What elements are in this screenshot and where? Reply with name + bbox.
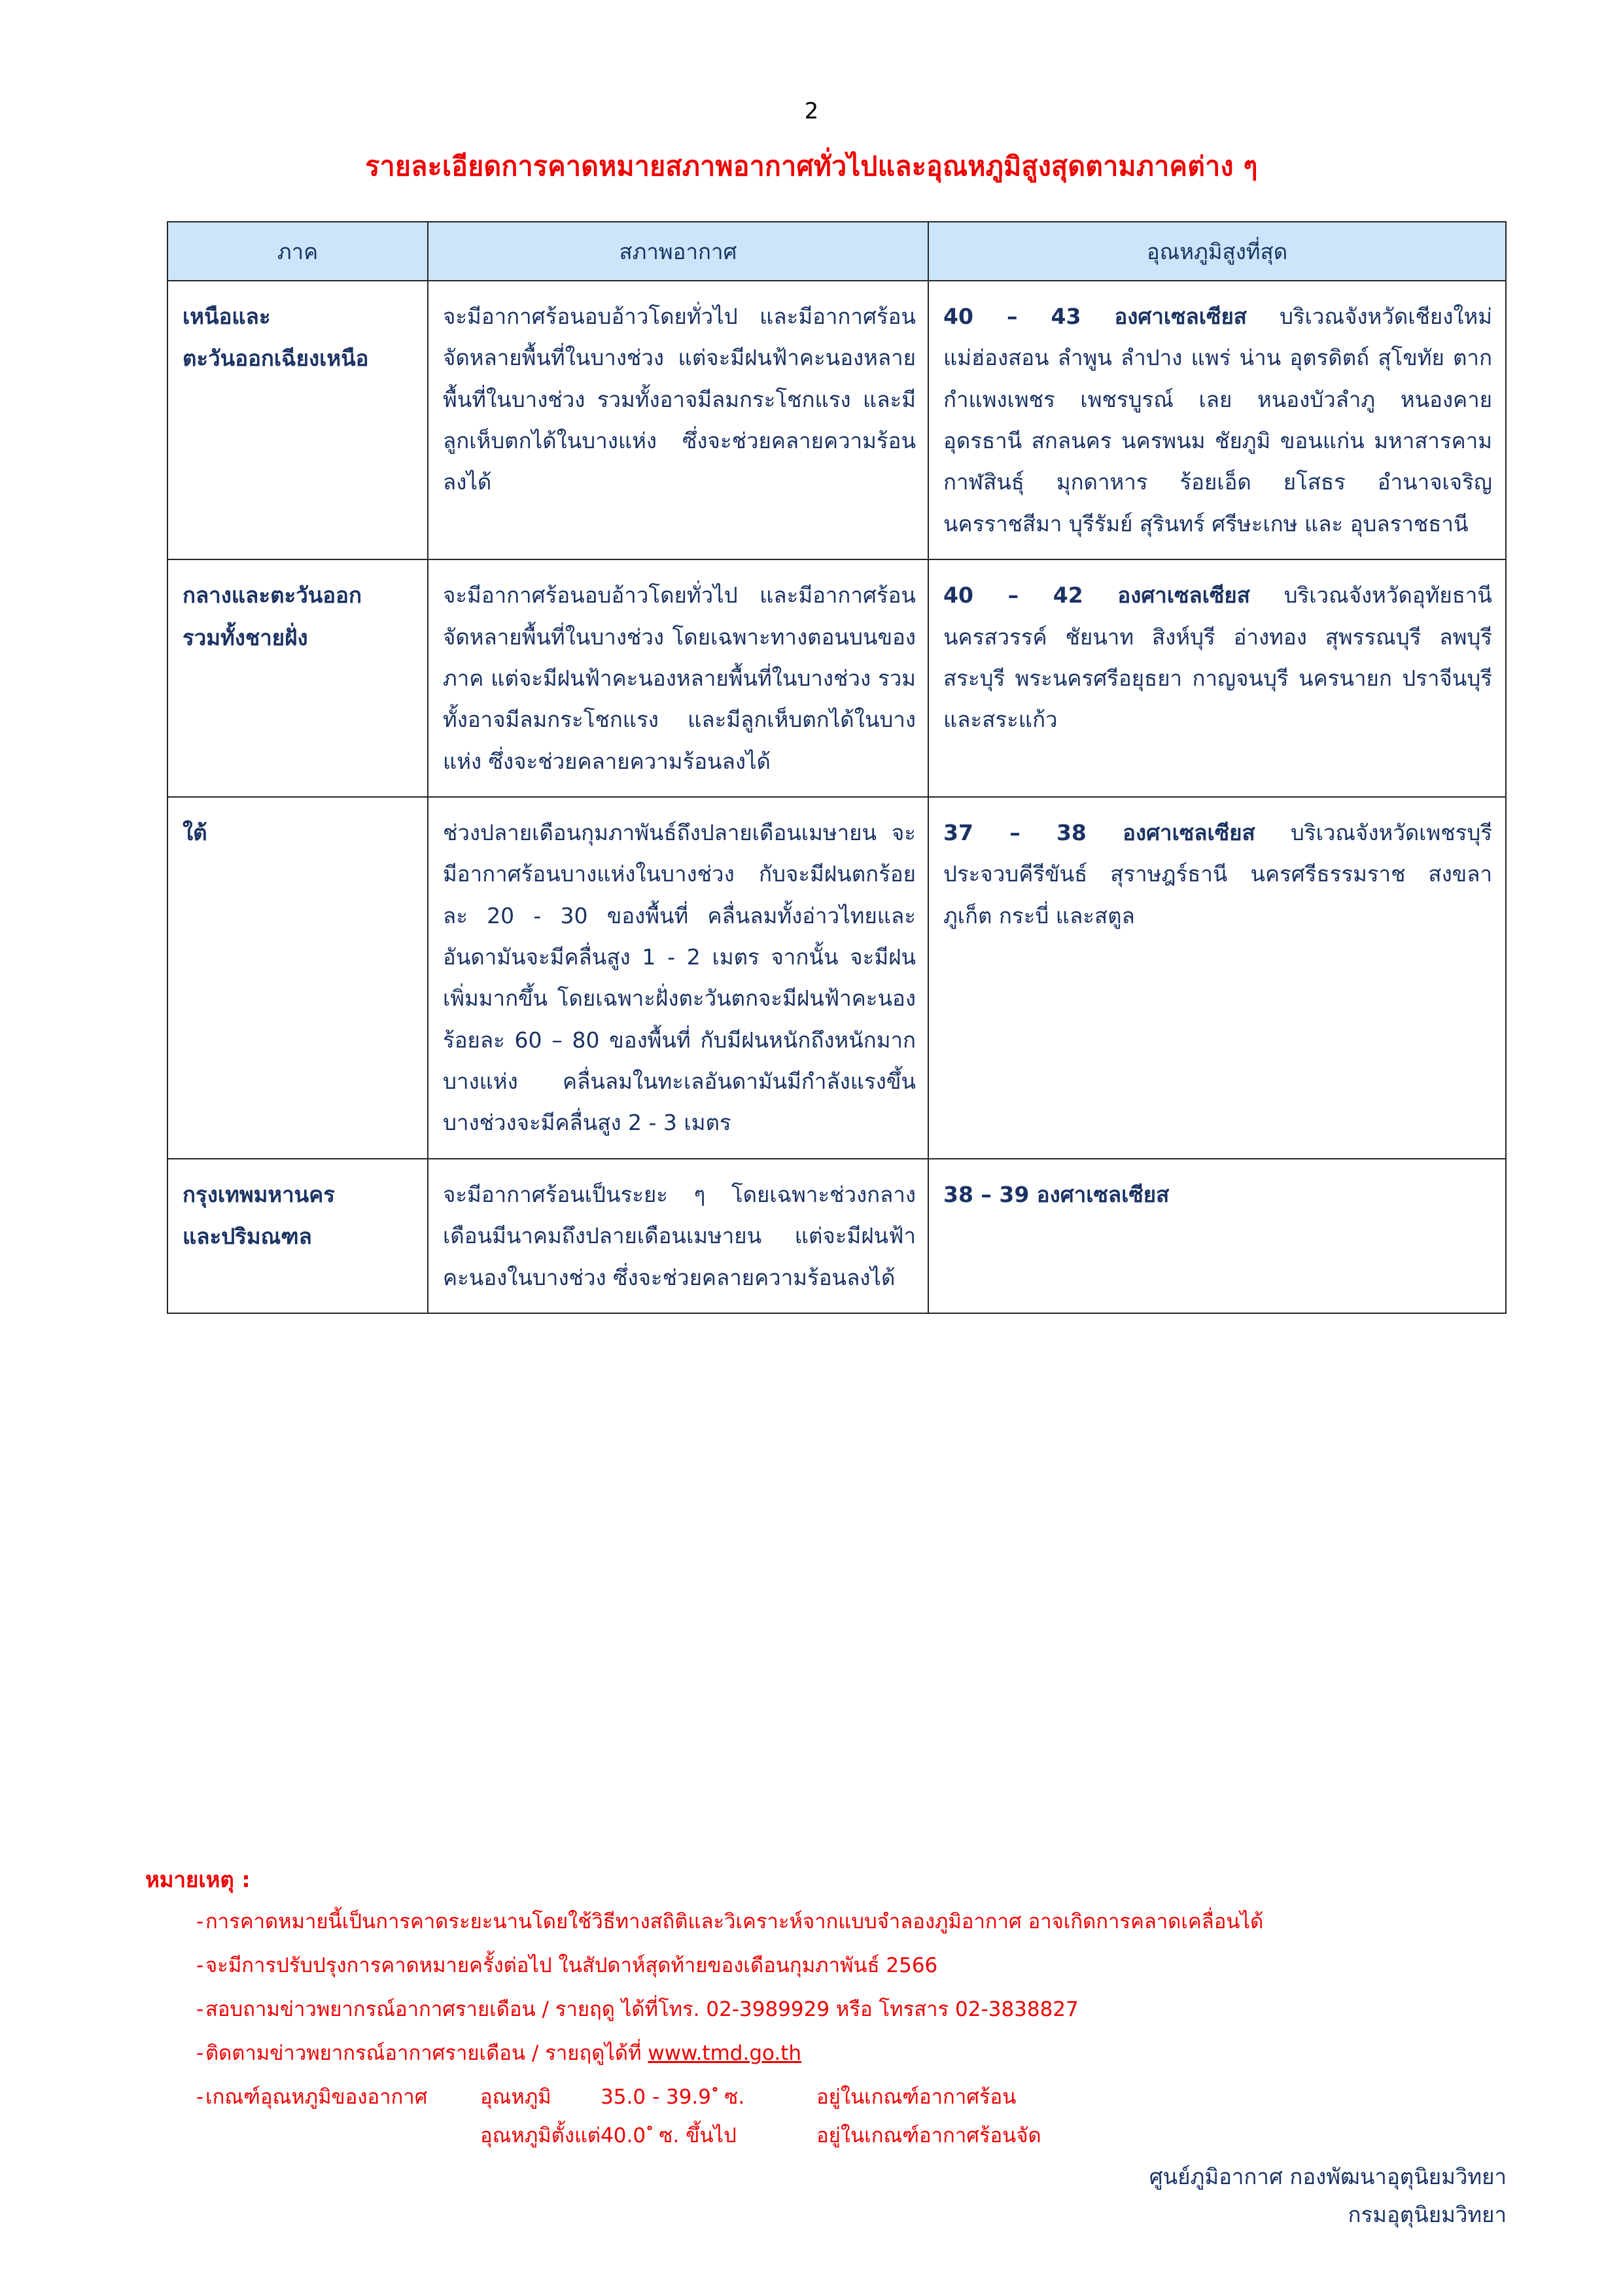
table-row (167, 559, 1506, 797)
criteria-row (205, 2083, 1130, 2121)
weather-text: จะมีอากาศร้อนอบอ้าวโดยทั่วไป และมีอากาศร้อนจัดหลายพื้นที่ในบางช่วง แต่จะมีฝนฟ้าคะนองหลายพื้นที่ในบางช่วง รวมทั้งอาจมีลมกระโชกแรง และมีลูกเห็บตกได้ในบางแห่ง ซึ่งจะช่วยคลายความร้อนลงได้ (443, 304, 916, 495)
note-item-website (145, 2039, 1532, 2068)
criteria-range: 40.0 ํ ซ. ขึ้นไป (601, 2123, 737, 2147)
criteria-word: อุณหภูมิ (480, 2085, 551, 2109)
notes-section (145, 1862, 1532, 2174)
weather-text: ช่วงปลายเดือนกุมภาพันธ์ถึงปลายเดือนเมษายน จะมีอากาศร้อนบางแห่งในบางช่วง กับจะมีฝนตกร้อยละ 20 - 30 ของพื้นที่ คลื่นลมทั้งอ่าวไทยและอันดามันจะมีคลื่นสูง 1 - 2 เมตร จากนั้น จะมีฝนเพิ่มมากขึ้น โดยเฉพาะฝั่งตะวันตกจะมีฝนฟ้าคะนองร้อยละ 60 – 80 ของพื้นที่ กับมีฝนหนักถึงหนักมากบางแห่ง คลื่นลมในทะเลอันดามันมีกำลังแรงขึ้น บางช่วงจะมีคลื่นสูง 2 - 3 เมตร (443, 819, 916, 1136)
temperature-value: 38 – 39 องศาเซลเซียส (943, 1181, 1170, 1207)
follow-prefix: ติดตามข่าวพยากรณ์อากาศรายเดือน / รายฤดูได้ที่ (205, 2041, 648, 2065)
table-row (167, 281, 1506, 559)
note-item (145, 1907, 1532, 1937)
criteria-verdict: อยู่ในเกณฑ์อากาศร้อน (816, 2085, 1017, 2109)
region-label-line2: ตะวันออกเฉียงเหนือ (183, 345, 369, 372)
note-bullet: - (196, 2041, 204, 2065)
temperature-value: 40 – 43 องศาเซลเซียส (943, 304, 1247, 329)
document-footer (1149, 2158, 1507, 2234)
region-label-line1: เหนือและ (183, 304, 271, 329)
page-number: 2 (804, 98, 819, 124)
region-label-line2: และปริมณฑล (183, 1224, 312, 1250)
region-cell (167, 1159, 428, 1313)
column-header-weather: สภาพอากาศ (428, 222, 928, 281)
table-row (167, 1159, 1506, 1313)
temperature-cell (928, 797, 1506, 1159)
region-cell (167, 559, 428, 797)
weather-text: จะมีอากาศร้อนอบอ้าวโดยทั่วไป และมีอากาศร้อนจัดหลายพื้นที่ในบางช่วง โดยเฉพาะทางตอนบนของภาค แต่จะมีฝนฟ้าคะนองหลายพื้นที่ในบางช่วง รวมทั้งอาจมีลมกระโชกแรง และมีลูกเห็บตกได้ในบางแห่ง ซึ่งจะช่วยคลายความร้อนลงได้ (443, 582, 916, 774)
criteria-block (205, 2083, 1532, 2160)
region-cell (167, 797, 428, 1159)
note-bullet: - (196, 2085, 204, 2109)
note-bullet: - (196, 1997, 204, 2021)
region-label-line1: กลางและตะวันออก (183, 582, 362, 609)
page-title: รายละเอียดการคาดหมายสภาพอากาศทั่วไปและอุณหภูมิสูงสุดตามภาคต่าง ๆ (365, 150, 1258, 182)
footer-department: กรมอุตุนิยมวิทยา (1348, 2201, 1507, 2227)
temperature-areas: บริเวณจังหวัดเพชรบุรี ประจวบคีรีขันธ์ สุราษฎร์ธานี นครศรีธรรมราช สงขลา ภูเก็ต กระบี่ และสตูล (943, 819, 1492, 928)
temperature-cell (928, 1159, 1506, 1313)
weather-text: จะมีอากาศร้อนเป็นระยะ ๆ โดยเฉพาะช่วงกลางเดือนมีนาคมถึงปลายเดือนเมษายน แต่จะมีฝนฟ้าคะนองในบางช่วง ซึ่งจะช่วยคลายความร้อนลงได้ (443, 1181, 916, 1290)
column-header-region: ภาค (167, 222, 428, 281)
table-header-row (167, 222, 1506, 281)
temperature-value: 40 – 42 องศาเซลเซียส (943, 582, 1250, 609)
note-item-criteria (145, 2083, 1532, 2160)
temperature-areas: บริเวณจังหวัดเชียงใหม่ แม่ฮ่องสอน ลำพูน ลำปาง แพร่ น่าน อุตรดิตถ์ สุโขทัย ตาก กำแพงเพชร เพชรบูรณ์ เลย หนองบัวลำภู หนองคาย อุดรธานี สกลนคร นครพนม ชัยภูมิ ขอนแก่น มหาสารคาม กาฬสินธุ์ มุกดาหาร ร้อยเอ็ด ยโสธร อำนาจเจริญนครราชสีมา บุรีรัมย์ สุรินทร์ ศรีษะเกษ และ อุบลราชธานี (943, 304, 1492, 537)
note-text: การคาดหมายนี้เป็นการคาดระยะนานโดยใช้วิธีทางสถิติและวิเคราะห์จากแบบจำลองภูมิอากาศ อาจเกิดการคลาดเคลื่อนได้ (205, 1910, 1264, 1934)
criteria-range: 35.0 - 39.9 ํ ซ. (601, 2085, 745, 2109)
temperature-cell (928, 281, 1506, 559)
note-item (145, 1951, 1532, 1981)
note-text: สอบถามข่าวพยากรณ์อากาศรายเดือน / รายฤดู ได้ที่โทร. 02-3989929 หรือ โทรสาร 02-3838827 (205, 1997, 1079, 2021)
note-item (145, 1995, 1532, 2024)
region-label-line2: รวมทั้งชายฝั่ง (183, 624, 308, 650)
note-bullet: - (196, 1953, 204, 1977)
region-label-line1: กรุงเทพมหานคร (183, 1181, 335, 1207)
forecast-table (167, 221, 1507, 1314)
column-header-temperature: อุณหภูมิสูงที่สุด (928, 222, 1506, 281)
temperature-value: 37 – 38 องศาเซลเซียส (943, 819, 1255, 845)
weather-cell (428, 1159, 928, 1313)
criteria-label: เกณฑ์อุณหภูมิของอากาศ (205, 2085, 428, 2109)
criteria-label-empty (205, 2121, 480, 2160)
criteria-row (205, 2121, 1130, 2160)
tmd-website-link[interactable]: www.tmd.go.th (648, 2041, 802, 2065)
note-bullet: - (196, 1910, 204, 1934)
region-label-line1: ใต้ (183, 819, 207, 845)
note-text: จะมีการปรับปรุงการคาดหมายครั้งต่อไป ในสัปดาห์สุดท้ายของเดือนกุมภาพันธ์ 2566 (205, 1953, 938, 1977)
criteria-verdict: อยู่ในเกณฑ์อากาศร้อนจัด (816, 2123, 1041, 2147)
criteria-table (205, 2083, 1130, 2160)
temperature-cell (928, 559, 1506, 797)
weather-cell (428, 281, 928, 559)
footer-organization-unit: ศูนย์ภูมิอากาศ กองพัฒนาอุตุนิยมวิทยา (1149, 2164, 1507, 2189)
weather-cell (428, 797, 928, 1159)
weather-cell (428, 559, 928, 797)
table-row (167, 797, 1506, 1159)
criteria-word: อุณหภูมิตั้งแต่ (480, 2123, 601, 2147)
note-text (205, 2039, 1532, 2068)
temperature-areas: บริเวณจังหวัดอุทัยธานี นครสวรรค์ ชัยนาท สิงห์บุรี อ่างทอง สุพรรณบุรี ลพบุรี สระบุรี พระนครศรีอยุธยา กาญจนบุรี นครนายก ปราจีนบุรี และสระแก้ว (943, 582, 1492, 733)
region-cell (167, 281, 428, 559)
notes-heading: หมายเหตุ : (145, 1867, 251, 1892)
